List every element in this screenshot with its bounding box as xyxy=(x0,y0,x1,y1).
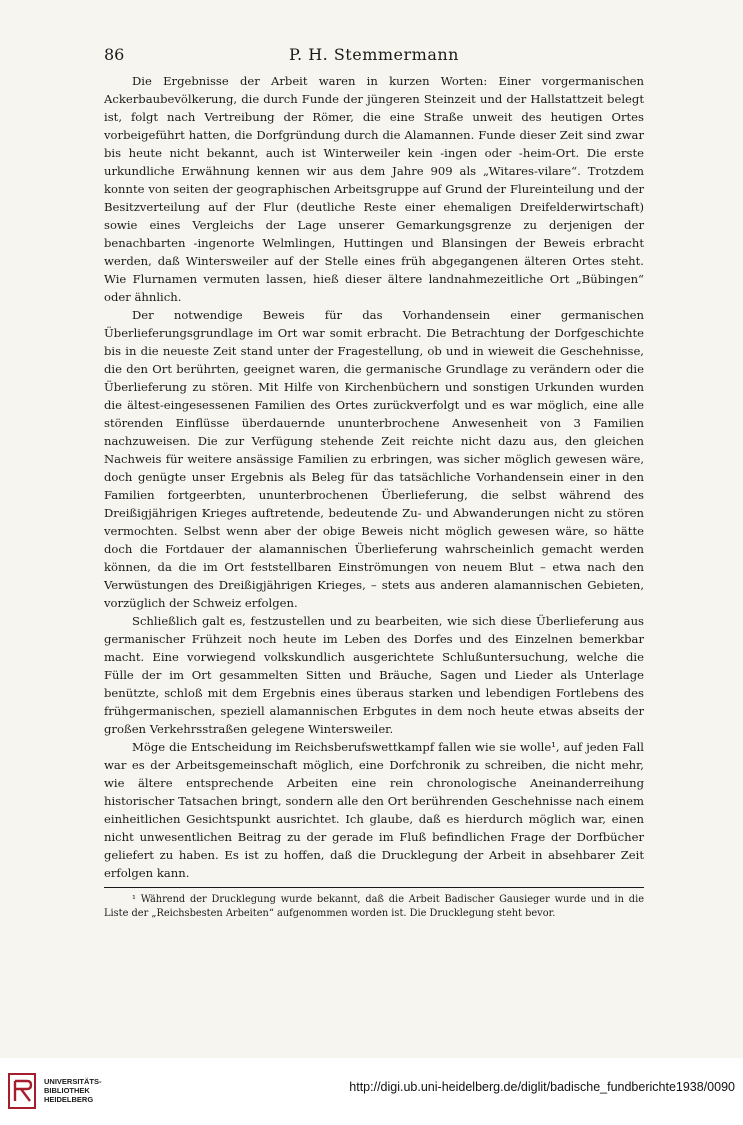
library-logo-icon xyxy=(8,1073,36,1109)
library-name xyxy=(44,1077,102,1104)
paragraph-4: Möge die Entscheidung im Reichsberufswettkampf fallen wie sie wolle¹, auf jeden Fall war es der Arbeitsgemeinschaft möglich, eine Dorfchronik zu schreiben, die nicht mehr, wie ältere entsprechende Arbeiten eine rein chronologische Aneinanderreihung historischer Tatsachen bringt, sondern alle den Ort berührenden Geschehnisse nach einem einheitlichen Gesichtspunkt ausrichtet. Ich glaube, daß es hierdurch möglich war, einen nicht unwesentlichen Beitrag zu der gerade im Fluß befindlichen Frage der Dorfbücher geliefert zu haben. Es ist zu hoffen, daß die Drucklegung der Arbeit in absehbarer Zeit erfolgen kann. xyxy=(104,740,644,880)
paragraph-1: Die Ergebnisse der Arbeit waren in kurzen Worten: Einer vorgermanischen Ackerbaubevölkerung, die durch Funde der jüngeren Steinzeit und der Hallstattzeit belegt ist, folgt nach Vertreibung der Römer, die eine Straße unweit des heutigen Ortes vorbeigeführt hatten, die Dorfgründung durch die Alamannen. Funde dieser Zeit sind zwar bis heute nicht bekannt, auch ist Winterweiler kein -ingen oder -heim-Ort. Die erste urkundliche Erwähnung kennen wir aus dem Jahre 909 als „Witares-vilare“. Trotzdem konnte von seiten der geographischen Arbeitsgruppe auf Grund der Flureinteilung und der Besitzverteilung auf der Flur (deutliche Reste einer ehemaligen Dreifelderwirtschaft) sowie eines Vergleichs der Lage unserer Gemarkungsgrenze zu derjenigen der benachbarten -ingenorte Welmlingen, Huttingen und Blansingen der Beweis erbracht werden, daß Wintersweiler auf der Stelle eines früh abgegangenen älteren Ortes steht. Wie Flurnamen vermuten lassen, hieß dieser ältere landnahmezeitliche Ort „Bübingen“ oder ähnlich. xyxy=(104,74,644,304)
digital-library-url[interactable]: http://digi.ub.uni-heidelberg.de/diglit/badische_fundberichte1938/0090 xyxy=(349,1080,735,1094)
paragraph-3: Schließlich galt es, festzustellen und zu bearbeiten, wie sich diese Überlieferung aus germanischer Frühzeit noch heute im Leben des Dorfes und des Einzelnen bemerkbar macht. Eine vorwiegend volkskundlich ausgerichtete Schlußuntersuchung, welche die Fülle der im Ort gesammelten Sitten und Bräuche, Sagen und Lieder als Unterlage benützte, schloß mit dem Ergebnis eines überaus starken und lebendigen Fortlebens des frühgermanischen, speziell alamannischen Erbgutes in dem noch heute etwas abseits der großen Verkehrsstraßen gelegene Wintersweiler. xyxy=(104,614,644,736)
library-name-line-1: UNIVERSITÄTS- xyxy=(44,1077,102,1086)
body-text xyxy=(104,72,644,882)
footnote-divider xyxy=(104,887,644,888)
university-library-logo[interactable] xyxy=(8,1071,168,1115)
paragraph-2: Der notwendige Beweis für das Vorhandensein einer germanischen Überlieferungsgrundlage im Ort war somit erbracht. Die Betrachtung der Dorfgeschichte bis in die neueste Zeit stand unter der Fragestellung, ob und in wieweit die Geschehnisse, die den Ort berührten, geeignet waren, die germanische Grundlage zu verändern oder die Überlieferung zu stören. Mit Hilfe von Kirchenbüchern und sonstigen Urkunden wurden die ältest-eingesessenen Familien des Ortes zurückverfolgt und es war möglich, eine alle störenden Einflüsse überdauernde ununterbrochene Anwesenheit von 3 Familien nachzuweisen. Die zur Verfügung stehende Zeit reichte nicht dazu aus, den gleichen Nachweis für weitere ansässige Familien zu erbringen, was sicher möglich gewesen wäre, doch genügte unser Ergebnis als Beleg für das tatsächliche Vorhandensein einer in den Familien fortgeerbten, ununterbrochenen Überlieferung, die selbst während des Dreißigjährigen Krieges auftretende, bedeutende Zu- und Abwanderungen nicht zu stören vermochten. Selbst wenn aber der obige Beweis nicht möglich gewesen wäre, so hätte doch die Fortdauer der alamannischen Überlieferung wahrscheinlich gemacht werden können, da die im Ort feststellbaren Einströmungen von neuem Blut – etwa nach den Verwüstungen des Dreißigjährigen Krieges, – stets aus anderen alamannischen Gebieten, vorzüglich der Schweiz erfolgen. xyxy=(104,308,644,610)
footnote xyxy=(104,893,644,921)
footnote-text: ¹ Während der Drucklegung wurde bekannt, daß die Arbeit Badischer Gausieger wurde und in die Liste der „Reichsbesten Arbeiten“ aufgenommen worden ist. Die Drucklegung steht bevor. xyxy=(104,894,644,919)
library-name-line-3: HEIDELBERG xyxy=(44,1095,94,1104)
page-number: 86 xyxy=(104,45,125,64)
running-head: P. H. Stemmermann xyxy=(289,45,459,64)
library-name-line-2: BIBLIOTHEK xyxy=(44,1086,90,1095)
page-header xyxy=(104,45,644,67)
viewer-footer xyxy=(0,1058,743,1125)
